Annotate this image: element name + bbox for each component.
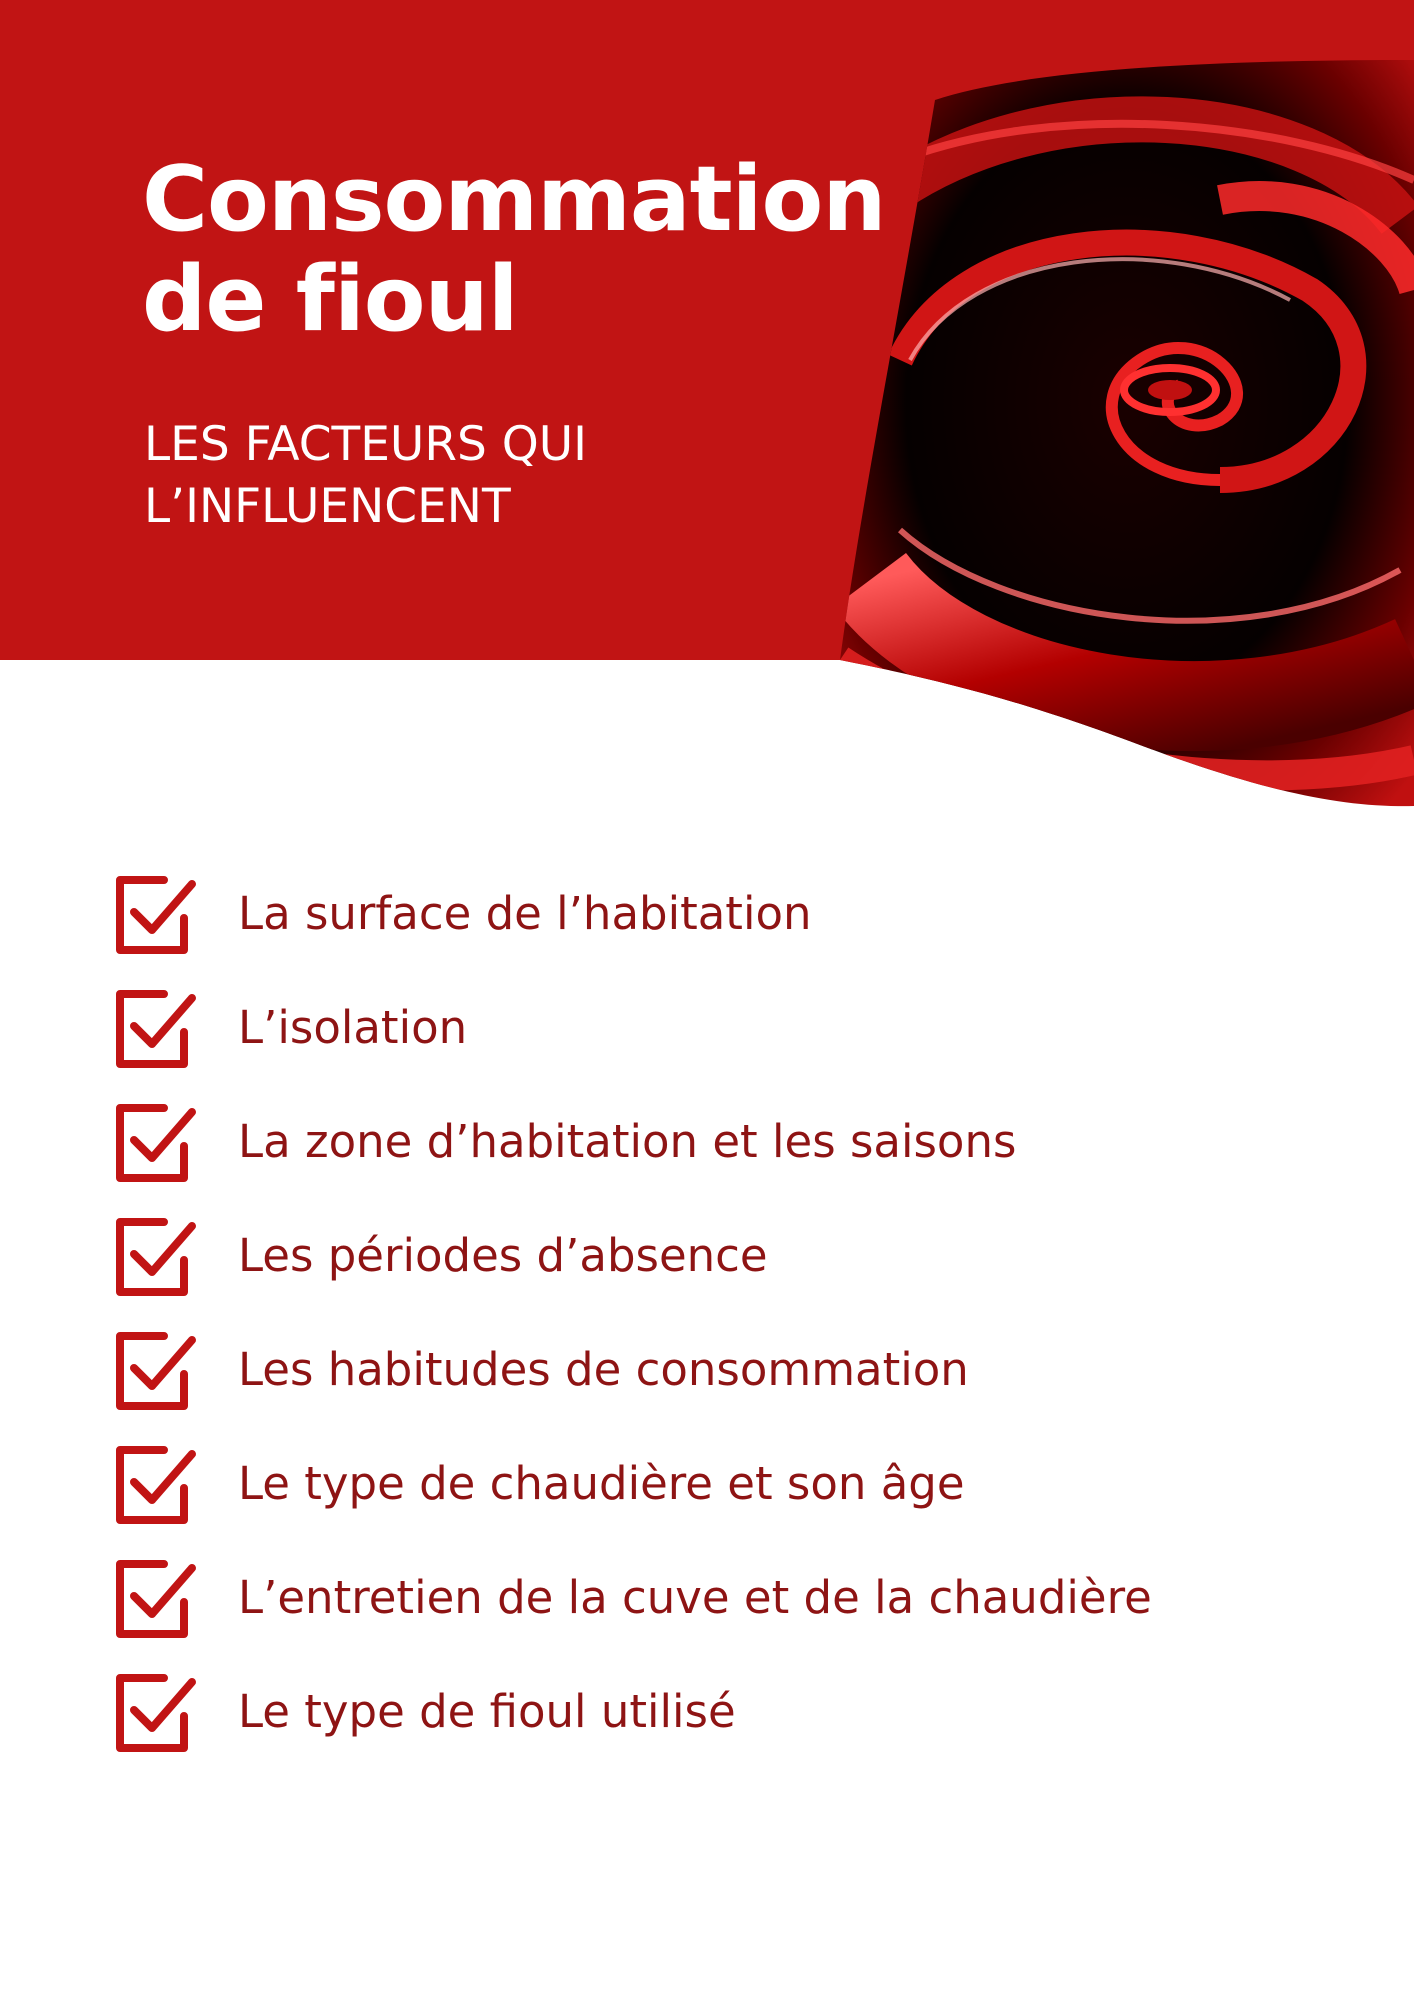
factor-label: L’entretien de la cuve et de la chaudière (238, 1571, 1152, 1624)
checkbox-checked-icon (112, 1670, 198, 1756)
list-item (112, 1556, 1312, 1670)
checkbox-checked-icon (112, 1214, 198, 1300)
list-item (112, 1214, 1312, 1328)
list-item (112, 1328, 1312, 1442)
checkbox-checked-icon (112, 1100, 198, 1186)
list-item (112, 986, 1312, 1100)
factor-label: L’isolation (238, 1001, 468, 1054)
list-item (112, 1442, 1312, 1556)
factor-label: Les périodes d’absence (238, 1229, 768, 1282)
checkbox-checked-icon (112, 1328, 198, 1414)
factors-list (112, 872, 1312, 1784)
list-item (112, 872, 1312, 986)
factor-label: Le type de fioul utilisé (238, 1685, 736, 1738)
title-line-2: de fioul (142, 247, 518, 352)
list-item (112, 1100, 1312, 1214)
page-subtitle (144, 414, 784, 538)
page-title (142, 147, 902, 352)
checkbox-checked-icon (112, 872, 198, 958)
checkbox-checked-icon (112, 986, 198, 1072)
checkbox-checked-icon (112, 1442, 198, 1528)
red-swirl-image (840, 60, 1414, 820)
factor-label: Le type de chaudière et son âge (238, 1457, 965, 1510)
list-item (112, 1670, 1312, 1784)
subtitle-line-2: L’INFLUENCENT (144, 479, 511, 534)
factor-label: Les habitudes de consommation (238, 1343, 969, 1396)
title-line-1: Consommation (142, 147, 886, 252)
checkbox-checked-icon (112, 1556, 198, 1642)
subtitle-line-1: LES FACTEURS QUI (144, 417, 588, 472)
factor-label: La surface de l’habitation (238, 887, 812, 940)
factor-label: La zone d’habitation et les saisons (238, 1115, 1017, 1168)
